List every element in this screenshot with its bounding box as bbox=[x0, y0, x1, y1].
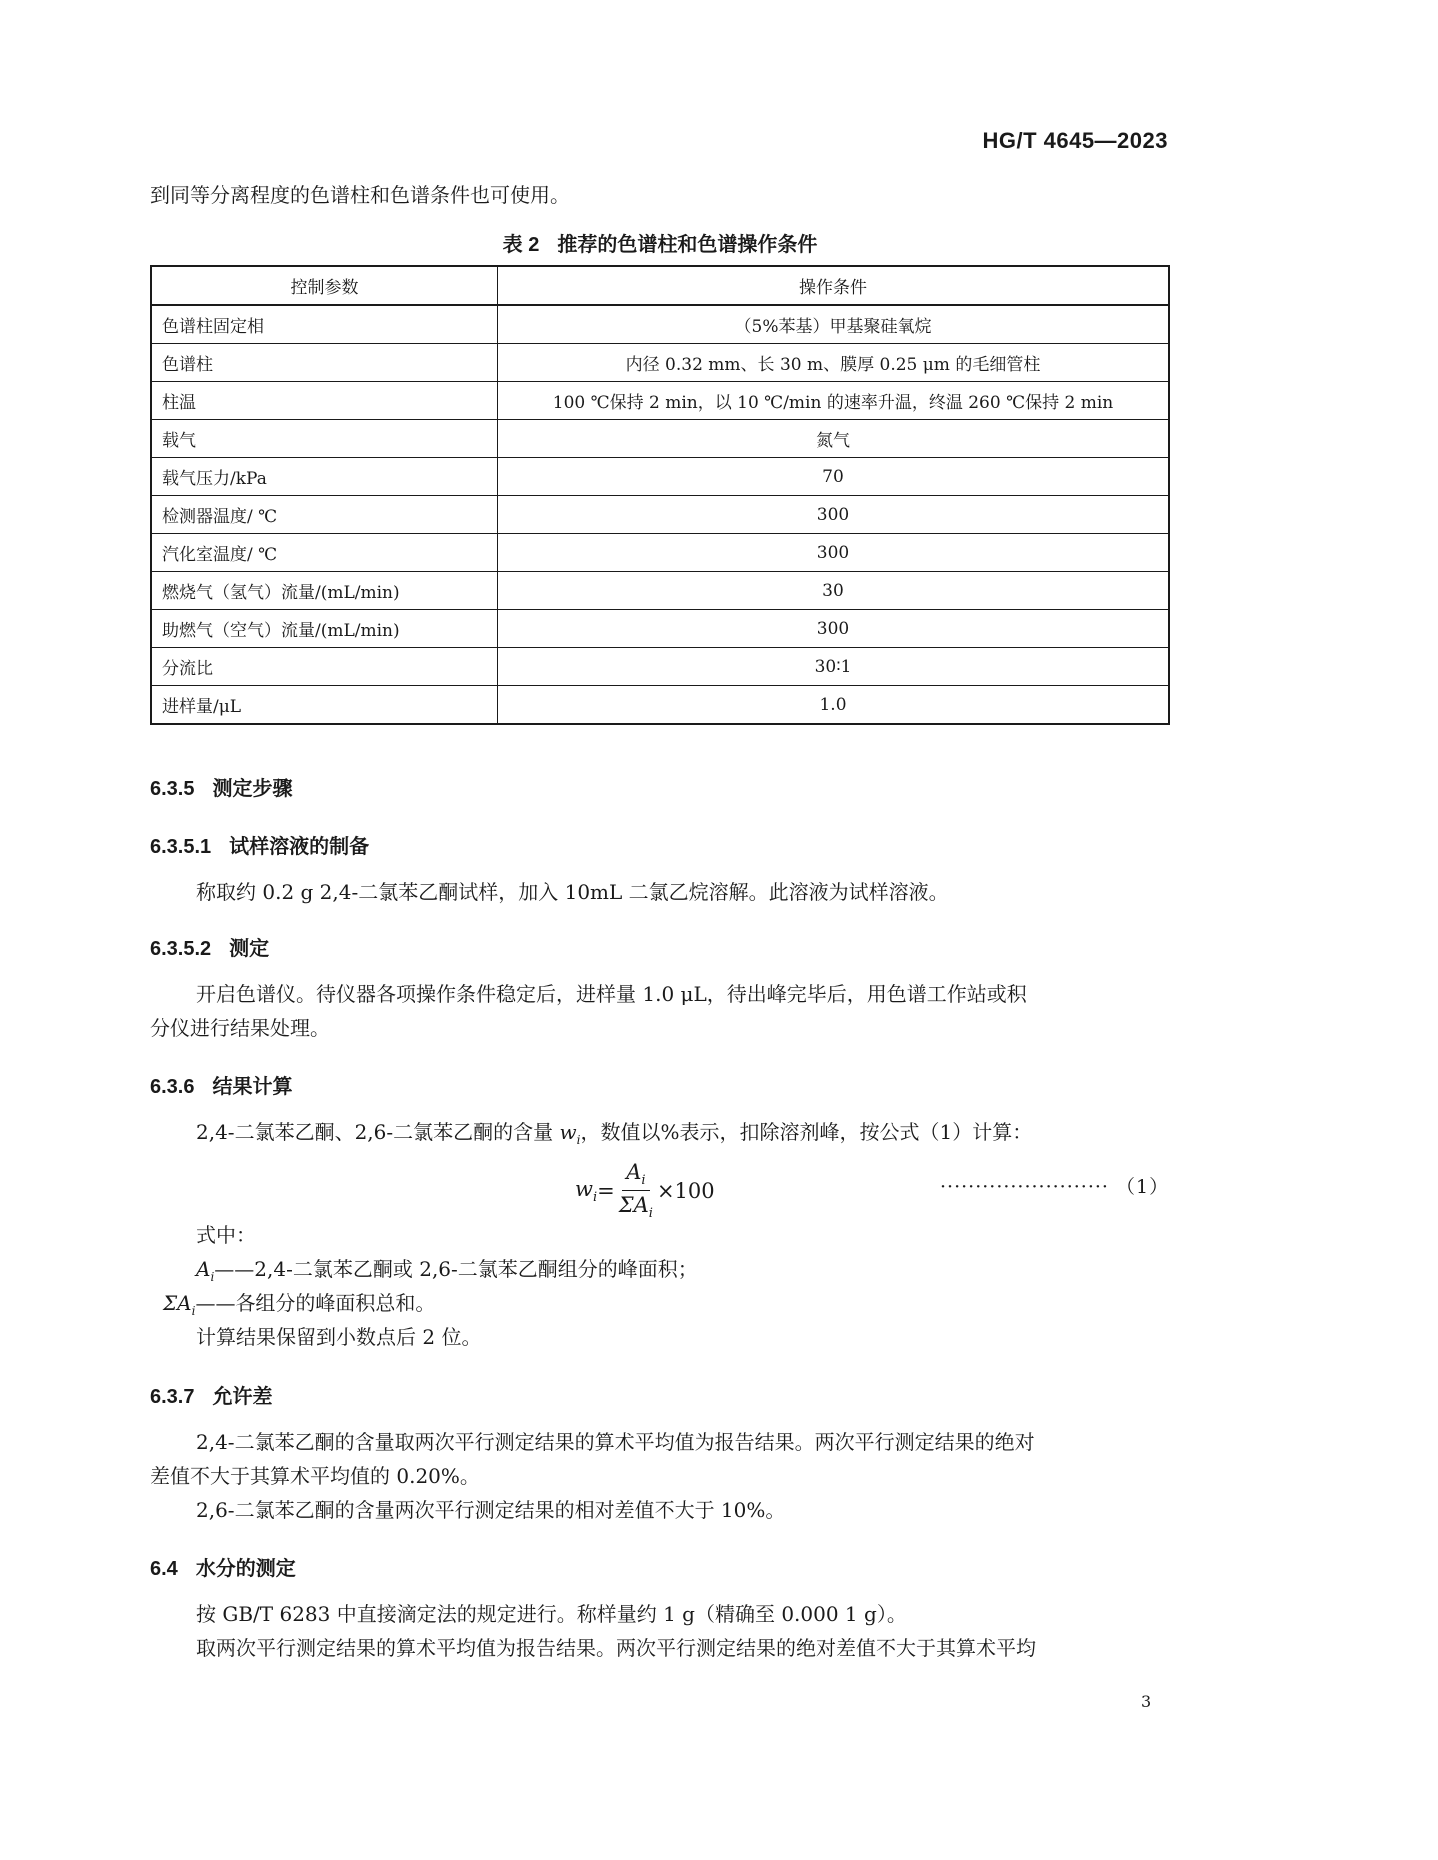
table-cell-param: 进样量/μL bbox=[151, 686, 498, 725]
table-cell-param: 检测器温度/ ℃ bbox=[151, 496, 498, 534]
table-cell-param: 色谱柱固定相 bbox=[151, 305, 498, 344]
formula-1 bbox=[575, 1160, 715, 1221]
table-cell-param: 柱温 bbox=[151, 382, 498, 420]
table-header-row bbox=[151, 266, 1169, 305]
page-number: 3 bbox=[1141, 1692, 1152, 1711]
table-row bbox=[151, 382, 1169, 420]
table-cell-condition: 100 ℃保持 2 min，以 10 ℃/min 的速率升温，终温 260 ℃保持 2 min bbox=[498, 382, 1170, 420]
table-caption bbox=[150, 228, 1170, 257]
section-number: 6.4 bbox=[150, 1558, 178, 1580]
definition-symbol: $\Sigma A_i$ bbox=[163, 1291, 196, 1318]
paragraph-6-3-5-2-line-2: 分仪进行结果处理。 bbox=[150, 1016, 330, 1040]
section-heading-6-3-6 bbox=[150, 1070, 292, 1099]
paragraph-6-3-7-line-2: 差值不大于其算术平均值的 0.20%。 bbox=[150, 1464, 480, 1488]
table-cell-param: 载气压力/kPa bbox=[151, 458, 498, 496]
formula-numerator: $A_i$ bbox=[622, 1160, 649, 1191]
paragraph-6-3-5-2-line-1: 开启色谱仪。待仪器各项操作条件稳定后，进样量 1.0 μL，待出峰完毕后，用色谱工作站或积 bbox=[196, 982, 1027, 1006]
table-cell-condition: 1.0 bbox=[498, 686, 1170, 725]
table-cell-param: 色谱柱 bbox=[151, 344, 498, 382]
paragraph-6-3-7-line-1: 2,4-二氯苯乙酮的含量取两次平行测定结果的算术平均值为报告结果。两次平行测定结果的绝对 bbox=[196, 1430, 1035, 1454]
table-cell-condition: （5%苯基）甲基聚硅氧烷 bbox=[498, 305, 1170, 344]
section-title: 测定 bbox=[229, 938, 270, 960]
intro-line: 到同等分离程度的色谱柱和色谱条件也可使用。 bbox=[150, 183, 570, 207]
formula-denominator: $\Sigma A_i$ bbox=[618, 1193, 653, 1222]
definition-text: ——2,4-二氯苯乙酮或 2,6-二氯苯乙酮组分的峰面积； bbox=[214, 1257, 698, 1281]
formula-multiplier: ×100 bbox=[656, 1178, 715, 1203]
formula-equals: = bbox=[597, 1178, 615, 1203]
definition-text: ——各组分的峰面积总和。 bbox=[195, 1291, 436, 1315]
section-number: 6.3.5.1 bbox=[150, 836, 212, 858]
formula-fraction bbox=[619, 1160, 653, 1221]
formula-lhs: $w_i$ bbox=[575, 1176, 598, 1205]
table-row bbox=[151, 496, 1169, 534]
paragraph-6-3-7-line-3: 2,6-二氯苯乙酮的含量两次平行测定结果的相对差值不大于 10%。 bbox=[196, 1498, 786, 1522]
table-row bbox=[151, 534, 1169, 572]
table-cell-param: 助燃气（空气）流量/(mL/min) bbox=[151, 610, 498, 648]
table-row bbox=[151, 344, 1169, 382]
chromatography-conditions-table bbox=[150, 265, 1170, 725]
paragraph-6-3-5-1: 称取约 0.2 g 2,4-二氯苯乙酮试样，加入 10mL 二氯乙烷溶解。此溶液为试样溶液。 bbox=[196, 880, 949, 904]
formula-label: （1） bbox=[1116, 1176, 1170, 1198]
section-title: 结果计算 bbox=[212, 1076, 293, 1098]
section-heading-6-3-5-2 bbox=[150, 932, 269, 961]
section-number: 6.3.5 bbox=[150, 778, 195, 800]
table-cell-param: 分流比 bbox=[151, 648, 498, 686]
result-note: 计算结果保留到小数点后 2 位。 bbox=[196, 1325, 482, 1349]
section-number: 6.3.7 bbox=[150, 1386, 195, 1408]
section-number: 6.3.5.2 bbox=[150, 938, 212, 960]
definition-symbol: $A_i$ bbox=[196, 1257, 215, 1284]
standard-code: HG/T 4645—2023 bbox=[982, 128, 1168, 153]
paragraph-6-4-line-2: 取两次平行测定结果的算术平均值为报告结果。两次平行测定结果的绝对差值不大于其算术平均 bbox=[196, 1636, 1036, 1660]
table-cell-param: 燃烧气（氢气）流量/(mL/min) bbox=[151, 572, 498, 610]
paragraph-6-4-line-1: 按 GB/T 6283 中直接滴定法的规定进行。称样量约 1 g（精确至 0.000 1 g）。 bbox=[196, 1602, 907, 1626]
table-header-cell: 控制参数 bbox=[151, 266, 498, 305]
table-row bbox=[151, 458, 1169, 496]
table-cell-condition: 30∶1 bbox=[498, 648, 1170, 686]
formula-number bbox=[940, 1172, 1169, 1199]
section-title: 试样溶液的制备 bbox=[229, 836, 370, 858]
paragraph-text: ，数值以%表示，扣除溶剂峰，按公式（1）计算： bbox=[580, 1120, 1033, 1144]
table-caption-number: 表 2 bbox=[502, 234, 540, 256]
table-row bbox=[151, 305, 1169, 344]
section-number: 6.3.6 bbox=[150, 1076, 195, 1098]
table-cell-condition: 30 bbox=[498, 572, 1170, 610]
paragraph-text: 2,4-二氯苯乙酮、2,6-二氯苯乙酮的含量 bbox=[196, 1120, 554, 1144]
table-cell-condition: 300 bbox=[498, 534, 1170, 572]
where-label: 式中： bbox=[196, 1223, 256, 1247]
table-cell-condition: 300 bbox=[498, 610, 1170, 648]
table-cell-param: 载气 bbox=[151, 420, 498, 458]
section-heading-6-3-5 bbox=[150, 772, 292, 801]
table-row bbox=[151, 420, 1169, 458]
content-symbol: $w_i$ bbox=[559, 1120, 581, 1147]
table-cell-param: 汽化室温度/ ℃ bbox=[151, 534, 498, 572]
table-cell-condition: 氮气 bbox=[498, 420, 1170, 458]
table-row bbox=[151, 648, 1169, 686]
table-cell-condition: 300 bbox=[498, 496, 1170, 534]
table-row bbox=[151, 686, 1169, 725]
section-heading-6-3-5-1 bbox=[150, 830, 369, 859]
table-cell-condition: 70 bbox=[498, 458, 1170, 496]
table-caption-title: 推荐的色谱柱和色谱操作条件 bbox=[557, 234, 818, 256]
section-title: 允许差 bbox=[212, 1386, 273, 1408]
table-row bbox=[151, 572, 1169, 610]
paragraph-6-3-6 bbox=[196, 1115, 1032, 1157]
section-heading-6-3-7 bbox=[150, 1380, 272, 1409]
section-heading-6-4 bbox=[150, 1552, 296, 1581]
section-title: 测定步骤 bbox=[212, 778, 293, 800]
section-title: 水分的测定 bbox=[195, 1558, 296, 1580]
formula-leader-dots: ························ bbox=[940, 1176, 1109, 1198]
table-row bbox=[151, 610, 1169, 648]
table-cell-condition: 内径 0.32 mm、长 30 m、膜厚 0.25 μm 的毛细管柱 bbox=[498, 344, 1170, 382]
table-header-cell: 操作条件 bbox=[498, 266, 1170, 305]
